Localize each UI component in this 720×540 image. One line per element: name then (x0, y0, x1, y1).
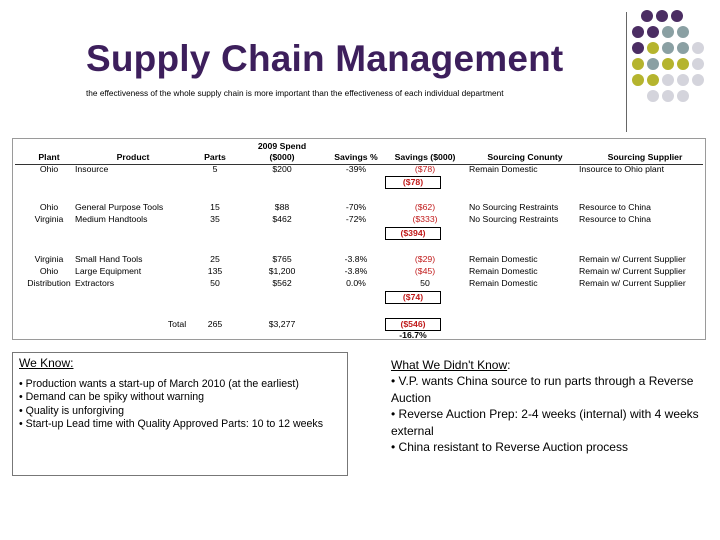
total-savings-box: ($546) (385, 318, 441, 331)
dot (632, 58, 644, 70)
header-spend-year: 2009 Spend (257, 141, 307, 151)
cell-spend: $765 (272, 254, 292, 264)
we-didnt-know-section (391, 357, 701, 455)
subtotal-box: ($78) (385, 176, 441, 189)
cell-parts: 135 (207, 266, 223, 276)
dot (677, 90, 689, 102)
header-spend: ($000) (269, 152, 295, 162)
dot (692, 42, 704, 54)
cell-sourcing-supplier: Resource to China (579, 214, 651, 224)
dot (662, 90, 674, 102)
dot (662, 58, 674, 70)
dot (656, 10, 668, 22)
cell-product: Medium Handtools (75, 214, 148, 224)
we-know-heading: We Know: (19, 356, 74, 370)
dot (641, 10, 653, 22)
header-savings-pct: Savings % (334, 152, 378, 162)
dot (677, 42, 689, 54)
header-sourcing-supplier: Sourcing Supplier (607, 152, 683, 162)
dot (692, 74, 704, 86)
cell-savings-pct: -3.8% (344, 266, 368, 276)
cell-spend: $88 (274, 202, 290, 212)
cell-spend: $200 (272, 164, 292, 174)
we-know-box (12, 352, 348, 476)
cell-sourcing-country: No Sourcing Restraints (469, 214, 559, 224)
cell-savings-amt: ($29) (414, 254, 436, 264)
cell-savings-amt: ($45) (414, 266, 436, 276)
cell-sourcing-supplier: Remain w/ Current Supplier (579, 278, 686, 288)
cell-savings-amt: 50 (420, 278, 430, 288)
cell-parts: 50 (210, 278, 220, 288)
cell-spend: $462 (272, 214, 292, 224)
subtotal-box: ($74) (385, 291, 441, 304)
we-know-bullet: • Start-up Lead time with Quality Approved Parts: 10 to 12 weeks (19, 418, 324, 430)
we-know-bullet: • Demand can be spiky without warning (19, 391, 205, 403)
dot (632, 26, 644, 38)
we-know-bullet: • Production wants a start-up of March 2010 (at the earliest) (19, 377, 299, 390)
cell-spend: $562 (272, 278, 292, 288)
subtotal-box: ($394) (385, 227, 441, 240)
dot (662, 42, 674, 54)
cell-plant: Distribution (27, 278, 71, 288)
dot (647, 90, 659, 102)
cell-savings-pct: -39% (345, 164, 367, 174)
cell-sourcing-country: Remain Domestic (469, 254, 538, 264)
cell-sourcing-country: Remain Domestic (469, 164, 538, 174)
cell-savings-amt: ($78) (414, 164, 436, 174)
header-sourcing-country: Sourcing Conunty (487, 152, 563, 162)
we-didnt-know-bullet: • China resistant to Reverse Auction process (391, 440, 628, 455)
total-parts: 265 (207, 319, 223, 329)
dot (647, 74, 659, 86)
dot (677, 58, 689, 70)
header-plant: Plant (38, 152, 60, 162)
total-label: Total (167, 319, 187, 329)
decorative-dot-grid (632, 10, 720, 120)
dot (632, 42, 644, 54)
cell-product: General Purpose Tools (75, 202, 164, 212)
cell-savings-amt: ($333) (412, 214, 438, 224)
dot (677, 26, 689, 38)
cell-sourcing-supplier: Insource to Ohio plant (579, 164, 664, 174)
we-know-bullet: • Quality is unforgiving (19, 404, 124, 417)
cell-plant: Virginia (34, 214, 64, 224)
cell-product: Large Equipment (75, 266, 142, 276)
we-didnt-know-heading: What We Didn't Know (391, 358, 508, 372)
cell-spend: $1,200 (268, 266, 296, 276)
dot (662, 74, 674, 86)
dot (662, 26, 674, 38)
we-didnt-know-heading-colon: : (507, 358, 511, 372)
divider-line (626, 12, 627, 132)
total-spend: $3,277 (268, 319, 296, 329)
cell-savings-amt: ($62) (414, 202, 436, 212)
cell-product: Small Hand Tools (75, 254, 143, 264)
cell-plant: Virginia (34, 254, 64, 264)
dot (647, 58, 659, 70)
cell-product: Extractors (75, 278, 115, 288)
cell-sourcing-supplier: Remain w/ Current Supplier (579, 266, 686, 276)
dot (647, 26, 659, 38)
cell-product: Insource (75, 164, 109, 174)
we-didnt-know-bullet: • Reverse Auction Prep: 2-4 weeks (internal) with 4 weeks external (391, 407, 699, 438)
cell-parts: 15 (210, 202, 220, 212)
cell-sourcing-country: No Sourcing Restraints (469, 202, 559, 212)
cell-parts: 25 (210, 254, 220, 264)
cell-plant: Ohio (39, 266, 59, 276)
dot (647, 42, 659, 54)
cell-savings-pct: -70% (345, 202, 367, 212)
dot (692, 58, 704, 70)
we-didnt-know-bullet: • V.P. wants China source to run parts through a Reverse Auction (391, 374, 694, 405)
spend-savings-table (12, 138, 706, 340)
cell-plant: Ohio (39, 202, 59, 212)
total-savings-pct: -16.7% (399, 330, 427, 340)
cell-sourcing-supplier: Resource to China (579, 202, 651, 212)
slide-title: Supply Chain Management (86, 38, 564, 79)
slide-subtitle: the effectiveness of the whole supply chain is more important than the effectiveness of each individual department (86, 88, 504, 98)
cell-parts: 35 (210, 214, 220, 224)
dot (671, 10, 683, 22)
cell-sourcing-country: Remain Domestic (469, 278, 538, 288)
dot (632, 74, 644, 86)
dot (677, 74, 689, 86)
header-savings-amt: Savings ($000) (394, 152, 456, 162)
cell-savings-pct: -3.8% (344, 254, 368, 264)
cell-savings-pct: 0.0% (346, 278, 366, 288)
cell-sourcing-supplier: Remain w/ Current Supplier (579, 254, 686, 264)
cell-sourcing-country: Remain Domestic (469, 266, 538, 276)
cell-savings-pct: -72% (345, 214, 367, 224)
cell-parts: 5 (212, 164, 218, 174)
cell-plant: Ohio (39, 164, 59, 174)
header-parts: Parts (204, 152, 226, 162)
header-product: Product (116, 152, 150, 162)
